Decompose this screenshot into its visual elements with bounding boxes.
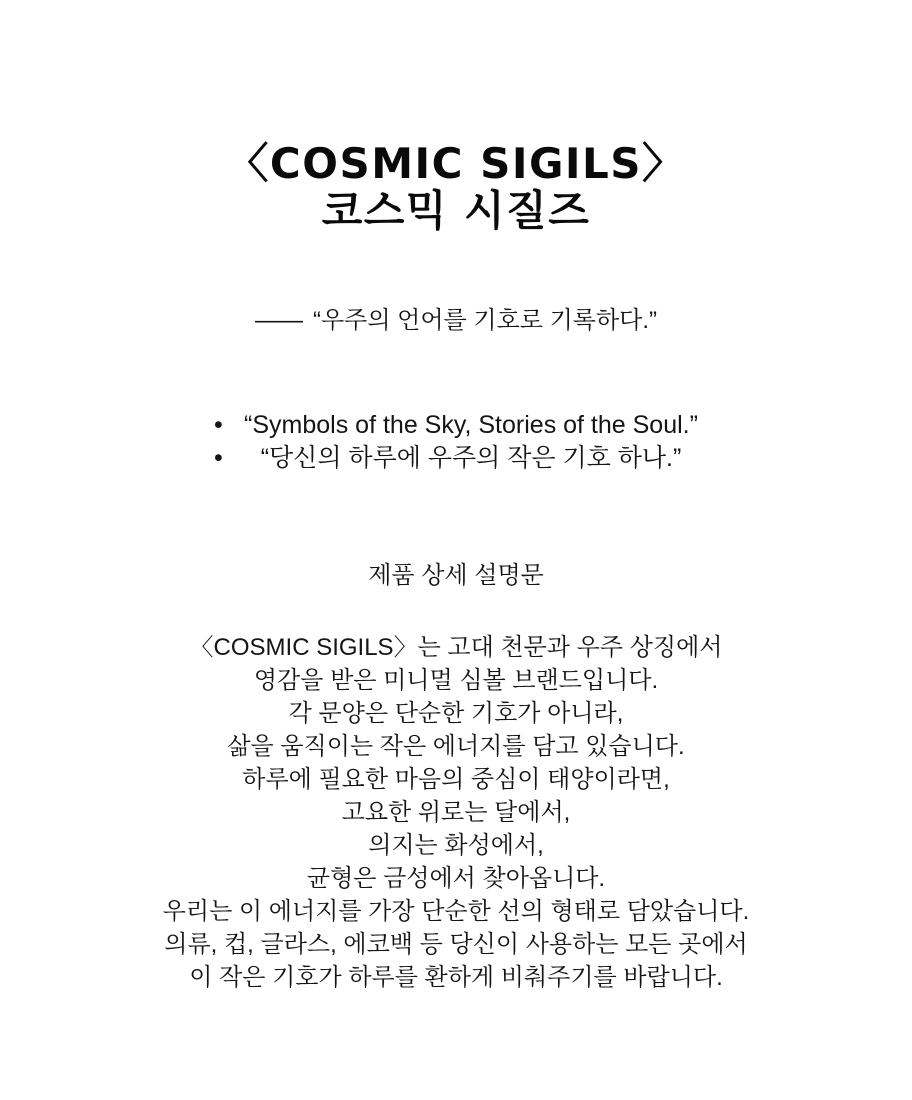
description-line: 균형은 금성에서 찾아옵니다.	[306, 865, 606, 892]
description-line: 〈COSMIC SIGILS〉는 고대 천문과 우주 상징에서	[189, 634, 723, 661]
description-line: 삶을 움직이는 작은 에너지를 담고 있습니다.	[227, 733, 685, 760]
description-line: 의류, 컵, 글라스, 에코백 등 당신이 사용하는 모든 곳에서	[164, 931, 748, 958]
title-english: 〈COSMIC SIGILS〉	[226, 139, 686, 188]
description-line: 우리는 이 에너지를 가장 단순한 선의 형태로 담았습니다.	[162, 898, 750, 925]
page-title	[0, 140, 912, 234]
list-item	[214, 442, 698, 475]
bullet-icon: •	[214, 444, 223, 472]
section-heading: 제품 상세 설명문	[368, 562, 544, 589]
bullet-icon: •	[214, 411, 223, 439]
list-item	[214, 409, 698, 442]
slogan-list	[214, 409, 698, 475]
description-paragraph	[66, 631, 846, 994]
description-line: 고요한 위로는 달에서,	[341, 799, 571, 826]
tagline	[0, 304, 912, 337]
description-line: 하루에 필요한 마음의 중심이 태양이라면,	[242, 766, 670, 793]
description-line: 영감을 받은 미니멀 심볼 브랜드입니다.	[253, 667, 659, 694]
title-korean: 코스믹 시질즈	[321, 186, 591, 235]
em-dash: ——	[254, 307, 303, 334]
description-line: 각 문양은 단순한 기호가 아니라,	[288, 700, 624, 727]
slogan-english: “Symbols of the Sky, Stories of the Soul.”	[244, 411, 698, 439]
slogan-korean: “당신의 하루에 우주의 작은 기호 하나.”	[260, 444, 682, 472]
description-line: 의지는 화성에서,	[368, 832, 544, 859]
tagline-text: “우주의 언어를 기호로 기록하다.”	[312, 307, 658, 334]
description-line: 이 작은 기호가 하루를 환하게 비춰주기를 바랍니다.	[189, 964, 723, 991]
